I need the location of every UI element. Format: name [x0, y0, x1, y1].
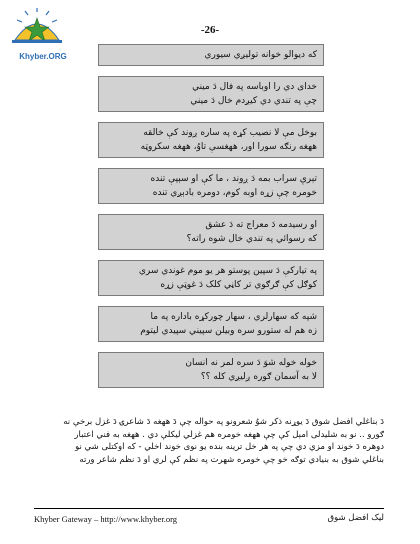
verse-box	[98, 214, 324, 250]
footer-source: Khyber Gateway – http://www.khyber.org	[34, 514, 178, 524]
paragraph-line: ګورو .. نو به شلیدلی امېل کې چې ههغه خومره هم غزلي لیکلې دي . ههغه به فني اعتبار	[74, 429, 384, 440]
khyber-logo	[6, 6, 68, 68]
footer-author: لیک افضل شوق	[327, 513, 384, 523]
logo-text: Khyber.ORG	[19, 52, 67, 61]
paragraph-line: دَ بناغلي افضل شوق دَ یوړنه ذکر شوُ شعرونو په حواله چې دَ ههغه دَ شاعرۍ دَ غزل برخې نه	[63, 417, 384, 427]
verse-line: کوګل کې ګرګوي تر کاڼي کلک دَ غوټې زړه	[160, 280, 317, 290]
verse-list	[98, 44, 324, 398]
verse-box	[98, 260, 324, 296]
verse-line: خوله خوله شوَ دَ سره لمر نه انسان	[185, 358, 317, 368]
verse-box	[98, 168, 324, 204]
verse-line: بوخل مې لا نصیب کړه په ساره ږوند کې خالقه	[143, 128, 317, 138]
footer-divider	[34, 508, 384, 509]
verse-line: چې په تندي دي کیږدم خال دَ میني	[190, 96, 317, 106]
verse-box	[98, 352, 324, 388]
verse-box	[98, 44, 324, 66]
verse-line: زه هم له ستورو سره وبیلن سپیني سپیدي لیتوم	[140, 326, 317, 336]
verse-line: ههغه رنګه سورا اور، ههغسې تاوُ، ههغه سکروټه	[140, 142, 317, 152]
verse-box	[98, 76, 324, 112]
verse-line: تېرې سراب بمه دَ ږوند ، ما کې او سېپې تنده	[150, 174, 317, 184]
paragraph-line: بناغلي شوق به بنیادي توګه خو چې خومره شهرت په نظم کې لري او دَ نظم شاعر ورته	[79, 454, 384, 465]
paragraph-line: دوهره دَ خوند او مزي دي چې په هر خل ترینه بنده یو نوی خوند اخلي - که اوکتلی شي نو	[75, 442, 384, 452]
verse-line: په تیارکې دَ سپین پوستو هر یو موم غوندي سري	[138, 266, 317, 276]
verse-box	[98, 306, 324, 342]
verse-line: خدای دي را اوباسه په فال دَ میني	[192, 82, 317, 92]
verse-line: خومره چې زړه اوبه کوم، دومره بادېږي تنده	[152, 188, 317, 198]
verse-box	[98, 122, 324, 158]
page-number: -26-	[200, 24, 220, 36]
verse-line: که دیوالو خوانه تولیږي سیوري	[204, 50, 317, 60]
verse-line: که رسوائي په تندي خال شوه راته؟	[186, 234, 317, 244]
verse-line: لا به آسمان ګوره ږلیږي کله ؟؟	[200, 372, 317, 382]
verse-line: شپه که سهارلري ، سهار چورکړه باداره په ما	[150, 312, 317, 322]
body-paragraph	[34, 416, 384, 466]
verse-line: او رسیدمه دَ معراج ته دَ عشق	[205, 220, 317, 230]
